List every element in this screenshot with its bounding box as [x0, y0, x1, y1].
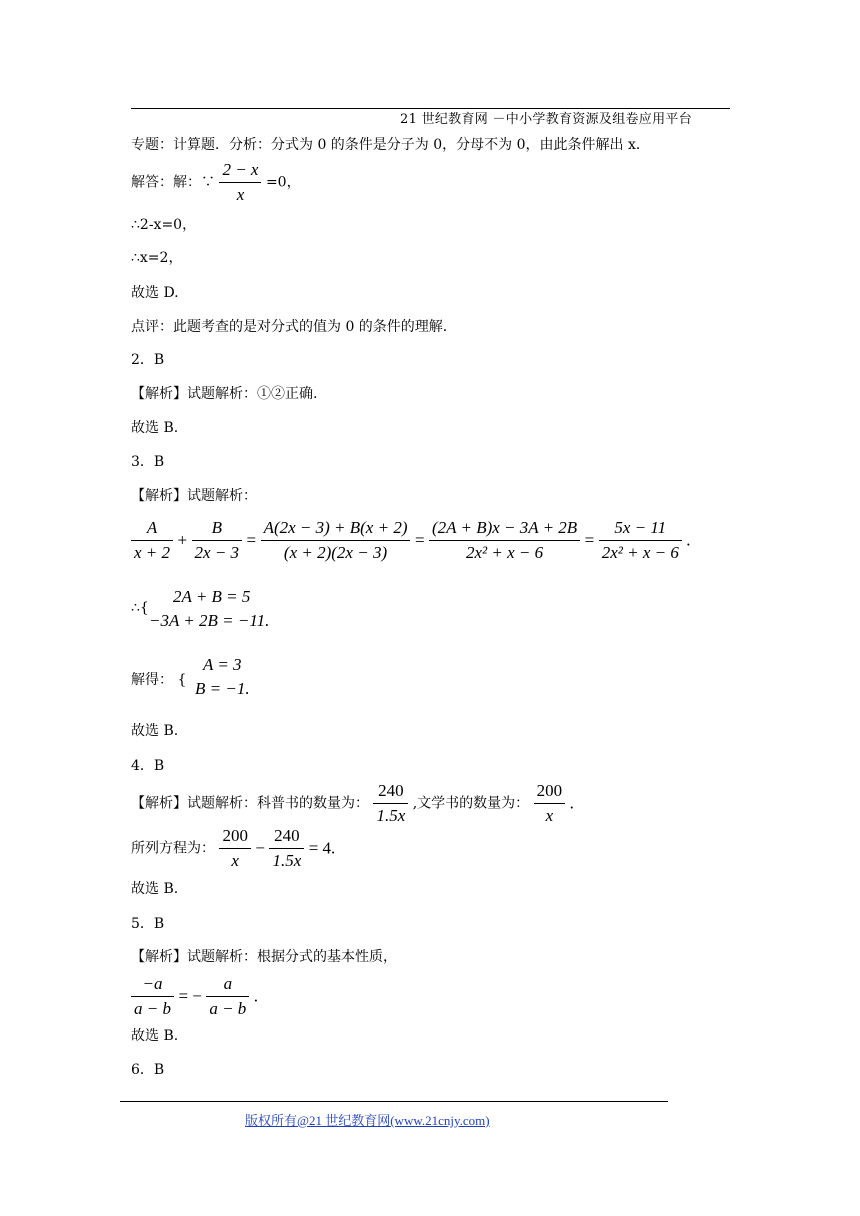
- q3-system-1-eq-a: 2A + B = 5: [173, 587, 251, 606]
- q5-equals: = −: [178, 986, 202, 1006]
- q4-fraction-science: $\frac{240}{1.5x}$: [373, 781, 408, 826]
- q1-answer: [131, 160, 301, 205]
- q3-fraction-2: $\frac{B}{2x - 3}$: [192, 518, 243, 563]
- q3-fraction-1: $\frac{A}{x + 2}$: [131, 518, 173, 563]
- q3-system-1-eq-b: −3A + 2B = −11.: [149, 611, 270, 630]
- q3-solve-label: 解得： {: [131, 672, 187, 688]
- q5-analysis: 【解析】试题解析：根据分式的基本性质，: [131, 949, 397, 965]
- q3-equals-2: =: [414, 530, 425, 550]
- q3-equation: [131, 518, 691, 563]
- q4-fraction-literature: $\frac{200}{x}$: [534, 781, 566, 826]
- q3-system-2-eq-b: B = −1.: [195, 679, 250, 698]
- q3-plus: +: [177, 530, 188, 550]
- q5-fraction-a: $\frac{-a}{a - b}$: [131, 974, 174, 1019]
- q2-number: 2．B: [131, 352, 165, 368]
- q4-analysis-a: 【解析】试题解析：科普书的数量为：: [131, 795, 374, 812]
- q5-equation: [131, 974, 258, 1019]
- q3-choice: 故选 B.: [131, 723, 179, 739]
- q1-step2: ∴x=2，: [131, 250, 183, 266]
- q6-number: 6．B: [131, 1062, 165, 1078]
- q3-fraction-4: $\frac{(2A + B)x - 3A + 2B}{\text{2x² + x − 6}}$: [429, 518, 580, 563]
- q4-fraction-c: $\frac{200}{x}$: [219, 826, 251, 871]
- q1-step1: ∴2-x=0，: [131, 217, 197, 233]
- q3-fraction-5: $\frac{5x - 11}{\text{2x² + x − 6}}$: [599, 518, 682, 563]
- q4-minus: −: [255, 838, 265, 858]
- q3-end-dot: .: [686, 530, 691, 550]
- q2-choice: 故选 B.: [131, 420, 179, 436]
- q4-equation-label: 所列方程为：: [131, 840, 220, 857]
- footer-rule: [120, 1101, 668, 1102]
- q3-equals-1: =: [246, 530, 257, 550]
- q3-therefore: ∴{: [131, 600, 149, 616]
- q5-choice: 故选 B.: [131, 1028, 179, 1044]
- q3-fraction-3: $\frac{A(2x - 3) + B(x + 2)}{(x + 2)(2x - 3)}$: [261, 518, 411, 563]
- q4-analysis: [131, 781, 574, 826]
- q1-answer-prefix: 解答：解：∵: [131, 174, 215, 191]
- q4-dot: .: [569, 793, 574, 813]
- footer-copyright-link[interactable]: 版权所有@21 世纪教育网(www.21cnjy.com): [245, 1113, 490, 1128]
- q5-dot: .: [253, 986, 259, 1006]
- q4-equation: [131, 826, 335, 871]
- q1-fraction: $\frac{2 - x}{x}$: [219, 160, 261, 205]
- q4-number: 4．B: [131, 758, 165, 774]
- q4-analysis-b: ,文学书的数量为：: [412, 795, 534, 812]
- q3-system-2: [195, 653, 250, 701]
- q4-choice: 故选 B.: [131, 881, 179, 897]
- q1-eq-rhs: =0，: [265, 174, 301, 191]
- q3-system-1: [149, 585, 270, 633]
- q3-analysis: 【解析】试题解析：: [131, 488, 257, 504]
- header-text: 21 世纪教育网 －中小学教育资源及组卷应用平台: [400, 112, 693, 127]
- q3-system-2-eq-a: A = 3: [203, 655, 242, 674]
- q1-comment: 点评：此题考查的是对分式的值为 0 的条件的理解．: [131, 319, 457, 335]
- q1-topic: 专题：计算题．分析：分式为 0 的条件是分子为 0，分母不为 0，由此条件解出 x．: [131, 137, 650, 153]
- q3-number: 3．B: [131, 454, 165, 470]
- q2-analysis: 【解析】试题解析：①②正确.: [131, 386, 318, 402]
- q3-equals-3: =: [584, 530, 595, 550]
- q5-fraction-b: $\frac{a}{a - b}$: [206, 974, 249, 1019]
- q1-choice: 故选 D.: [131, 285, 179, 301]
- q4-eq-rhs: = 4.: [308, 838, 336, 858]
- q4-fraction-d: $\frac{240}{1.5x}$: [269, 826, 304, 871]
- q5-number: 5．B: [131, 916, 165, 932]
